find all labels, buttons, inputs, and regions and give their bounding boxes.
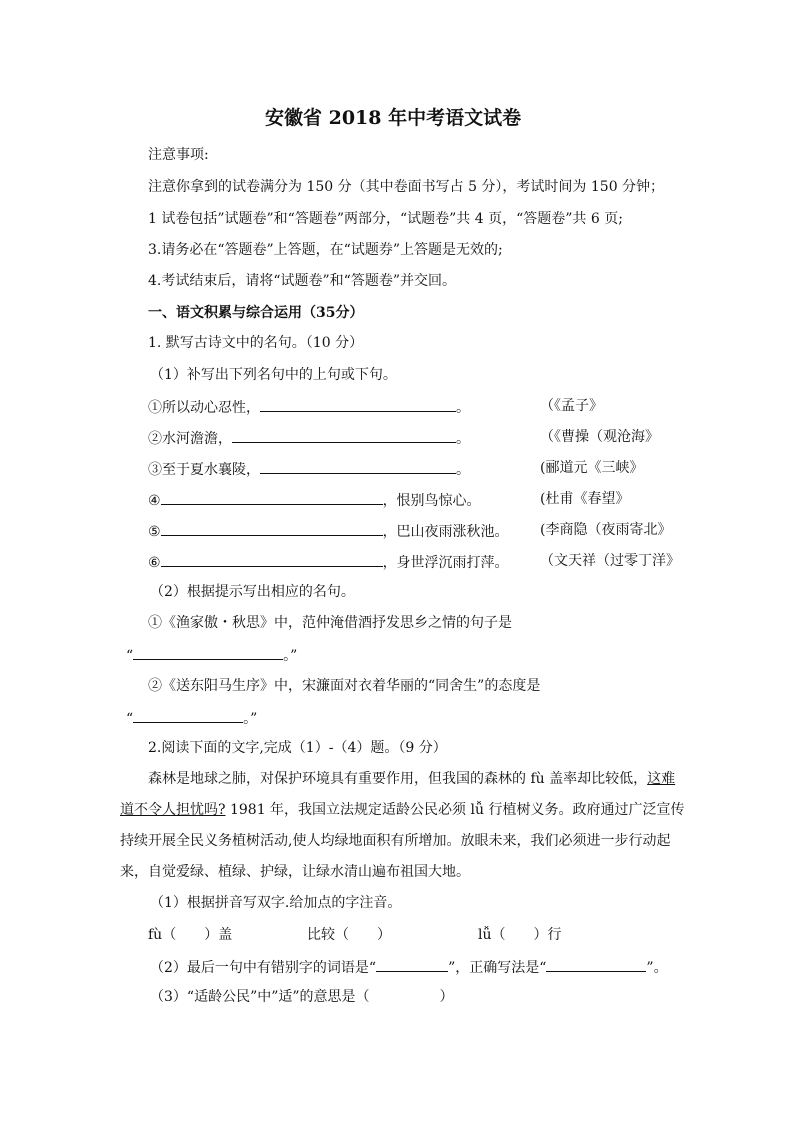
fill-line-pre: ④	[148, 493, 161, 509]
sub2-text-a: （2）最后一句中有错别字的词语是“	[150, 960, 377, 976]
prompt-2: ②《送东阳马生序》中，宋濂面对衣着华丽的“同舍生”的态度是	[148, 678, 541, 694]
answer-blank[interactable]	[161, 521, 383, 536]
notice-item-3: 3.请务必在“答题卷”上答题，在“试题券”上答题是无效的;	[148, 242, 503, 258]
passage-line-3: 持续开展全民义务植树活动,使人均绿地面积有所增加。放眼未来，我们必须进一步行动起	[120, 833, 671, 849]
question-1-sub2: （2）根据提示写出相应的名句。	[150, 584, 355, 600]
question-2-sub1: （1）根据拼音写双字.给加点的字注音。	[150, 895, 402, 911]
open-quote: “	[126, 648, 134, 664]
fill-line-3	[148, 459, 470, 479]
fill-line-source-4: (杜甫《春望》	[540, 491, 630, 507]
fill-line-pre: ⑤	[148, 524, 161, 540]
passage-line-1	[148, 770, 675, 788]
fill-line-post: 。	[456, 462, 470, 478]
fill-line-post: 。	[456, 431, 470, 447]
pinyin-item-1: fù（ ）盖	[148, 927, 233, 943]
notice-item-2: 1 试卷包括”试题卷”和“答题卷”两部分，“试题卷”共 4 页，“答题卷”共 6 页;	[148, 211, 623, 227]
answer-blank[interactable]	[260, 459, 456, 474]
answer-blank[interactable]	[232, 428, 456, 443]
answer-blank[interactable]	[133, 708, 243, 723]
section-heading: 一、语文积累与综合运用（35分）	[148, 305, 364, 321]
answer-blank[interactable]	[546, 957, 646, 972]
close-quote: 。”	[283, 648, 298, 664]
fill-line-pre: ⑥	[148, 555, 161, 571]
prompt-1-answer	[126, 645, 297, 665]
answer-blank[interactable]	[376, 957, 448, 972]
answer-blank[interactable]	[133, 645, 283, 660]
fill-line-pre: ③至于夏水襄陵，	[148, 462, 260, 478]
pinyin-item-2: 比较（ ）	[307, 927, 391, 943]
fill-line-source-2: （《曹操（观沧海》	[540, 429, 659, 445]
notice-item-4: 4.考试结束后，请将“试题卷”和“答题卷”并交回。	[148, 273, 456, 289]
answer-blank[interactable]	[161, 552, 383, 567]
sub2-text-b: ”，正确写法是“	[448, 960, 547, 976]
fill-line-post: ，恨别鸟惊心。	[382, 493, 481, 509]
passage-line-4: 来，自觉爱绿、植绿、护绿，让绿水清山遍布祖国大地。	[120, 864, 470, 880]
fill-line-6	[148, 552, 509, 572]
notice-heading: 注意事项:	[148, 147, 209, 163]
fill-line-source-3: (郦道元《三峡》	[540, 460, 644, 476]
passage-text: 森林是地球之肺，对保护环境具有重要作用，但我国的森林的 fù 盖率却比较低，	[148, 771, 648, 787]
fill-line-5	[148, 521, 509, 541]
answer-blank[interactable]	[161, 490, 383, 505]
close-quote: 。”	[243, 711, 258, 727]
underlined-text: 这难	[647, 771, 676, 787]
prompt-1: ①《渔家傲・秋思》中，范仲淹借酒抒发思乡之情的句子是	[148, 615, 512, 631]
prompt-2-answer	[126, 708, 257, 728]
underlined-text: 道不令人担忧吗?	[120, 802, 226, 818]
fill-line-source-1: （《孟子》	[540, 398, 603, 414]
passage-text: 1981 年，我国立法规定适龄公民必须 lǚ 行植树义务。政府通过广泛宣传	[225, 802, 685, 818]
page-title: 安徽省 2018 年中考语文试卷	[265, 107, 522, 129]
fill-line-pre: ①所以动心忍性，	[148, 400, 260, 416]
question-2-sub2	[150, 957, 668, 977]
notice-item-1: 注意你拿到的试卷满分为 150 分（其中卷面书写占 5 分），考试时间为 150 分钟；	[148, 179, 665, 195]
passage-line-2	[120, 801, 684, 819]
question-1-sub1: （1）补写出下列名句中的上句或下句。	[150, 367, 397, 383]
fill-line-post: ，身世浮沉雨打萍。	[382, 555, 509, 571]
fill-line-4	[148, 490, 481, 510]
answer-blank[interactable]	[260, 397, 456, 412]
fill-line-pre: ②水河澹澹，	[148, 431, 232, 447]
open-quote: “	[126, 711, 134, 727]
fill-line-post: ，巴山夜雨涨秋池。	[382, 524, 509, 540]
fill-line-post: 。	[456, 400, 470, 416]
question-1-stem: 1. 默写古诗文中的名句。（10 分）	[148, 335, 364, 351]
pinyin-item-3: lǚ（ ）行	[478, 927, 562, 943]
fill-line-source-5: (李商隐（夜雨寄北》	[540, 522, 672, 538]
fill-line-source-6: （文天祥（过零丁洋》	[540, 553, 680, 569]
fill-line-1	[148, 397, 470, 417]
fill-line-2	[148, 428, 470, 448]
question-2-stem: 2.阅读下面的文字,完成（1）-（4）题。（9 分）	[148, 740, 447, 756]
question-2-sub3: （3）“适龄公民”中”适”的意思是（ ）	[150, 989, 454, 1005]
sub2-text-c: ”。	[646, 960, 668, 976]
